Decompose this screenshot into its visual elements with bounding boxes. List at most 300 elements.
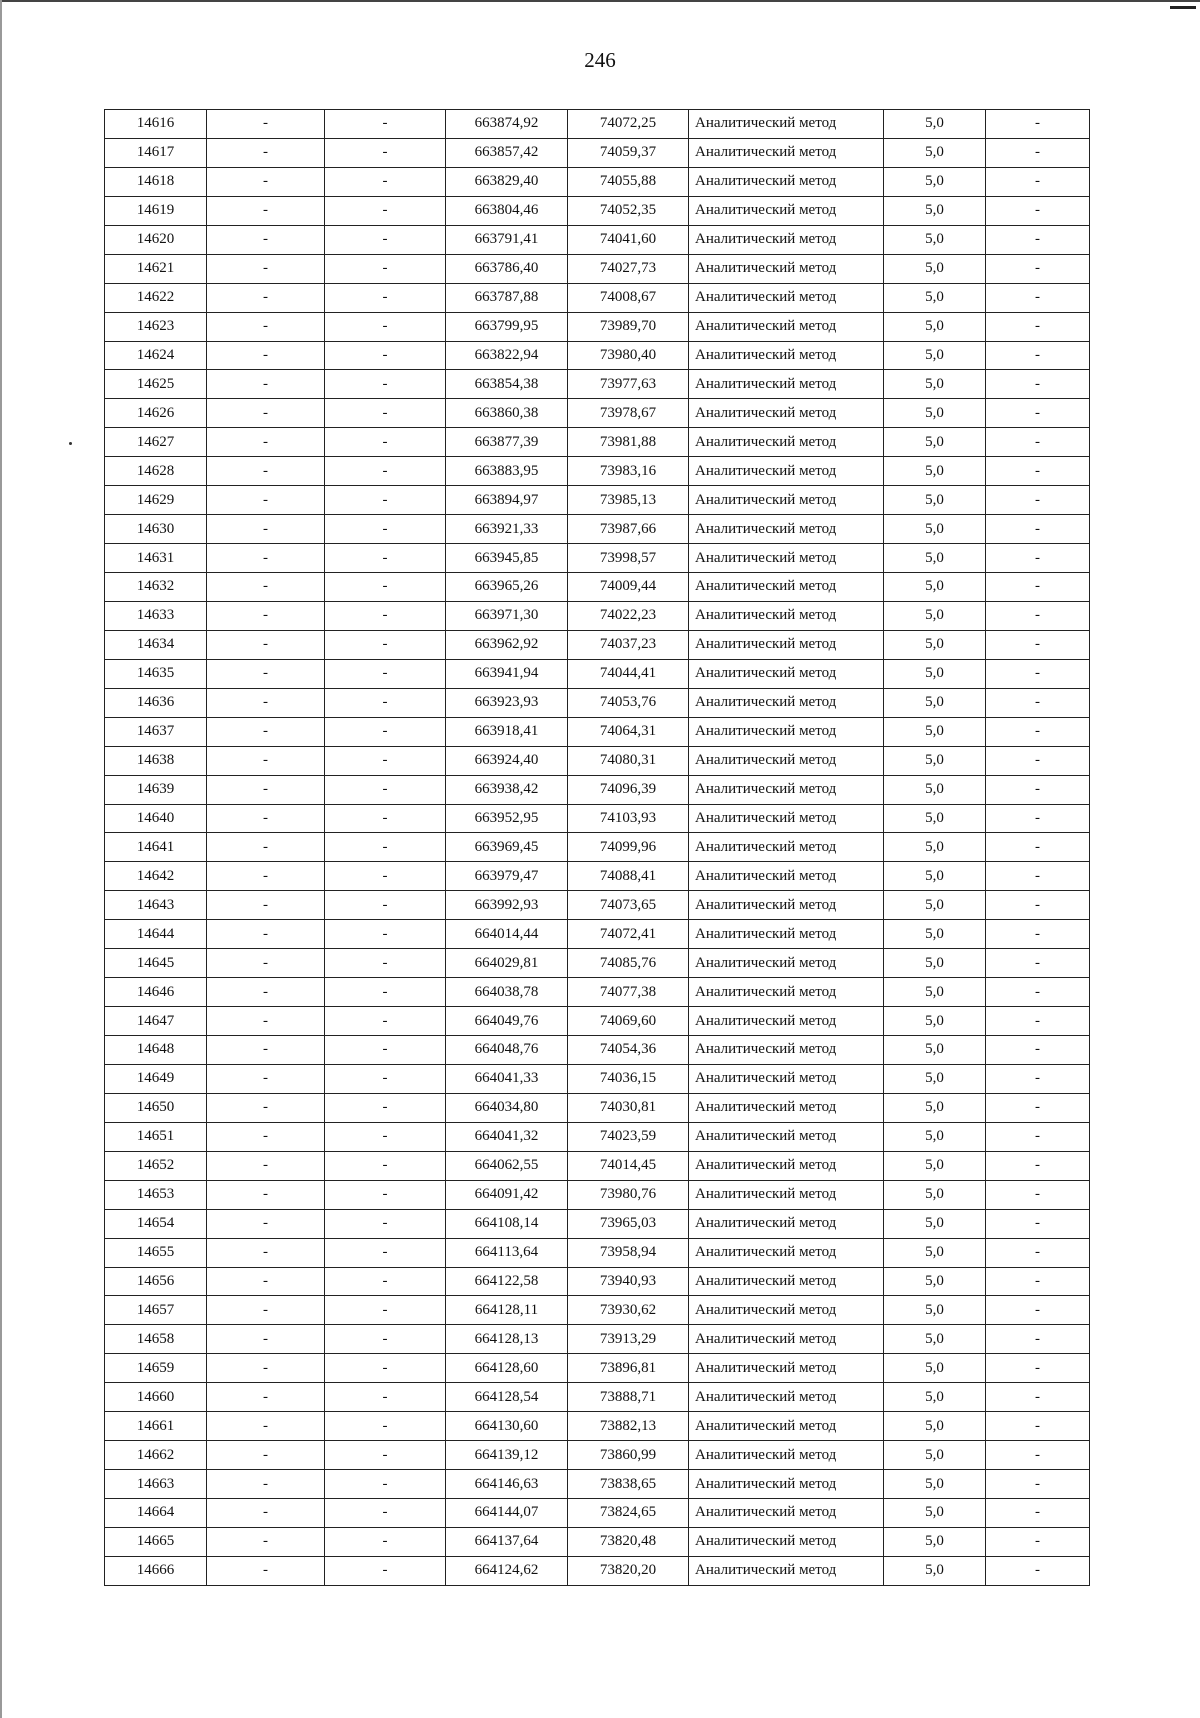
empty-cell: - bbox=[207, 399, 325, 428]
empty-cell: - bbox=[207, 283, 325, 312]
table-row bbox=[105, 1499, 1090, 1528]
x-coordinate-cell: 664048,76 bbox=[446, 1036, 568, 1065]
empty-cell: - bbox=[986, 978, 1090, 1007]
empty-cell: - bbox=[986, 1180, 1090, 1209]
empty-cell: - bbox=[207, 312, 325, 341]
accuracy-cell: 5,0 bbox=[884, 1354, 986, 1383]
x-coordinate-cell: 663992,93 bbox=[446, 891, 568, 920]
method-cell: Аналитический метод bbox=[689, 428, 884, 457]
point-number-cell: 14653 bbox=[105, 1180, 207, 1209]
method-cell: Аналитический метод bbox=[689, 341, 884, 370]
accuracy-cell: 5,0 bbox=[884, 1267, 986, 1296]
empty-cell: - bbox=[986, 1296, 1090, 1325]
empty-cell: - bbox=[986, 1383, 1090, 1412]
empty-cell: - bbox=[986, 862, 1090, 891]
x-coordinate-cell: 663883,95 bbox=[446, 457, 568, 486]
table-row bbox=[105, 399, 1090, 428]
method-cell: Аналитический метод bbox=[689, 601, 884, 630]
method-cell: Аналитический метод bbox=[689, 486, 884, 515]
y-coordinate-cell: 73985,13 bbox=[568, 486, 689, 515]
y-coordinate-cell: 74088,41 bbox=[568, 862, 689, 891]
x-coordinate-cell: 663860,38 bbox=[446, 399, 568, 428]
empty-cell: - bbox=[325, 428, 446, 457]
y-coordinate-cell: 73980,40 bbox=[568, 341, 689, 370]
x-coordinate-cell: 663923,93 bbox=[446, 688, 568, 717]
y-coordinate-cell: 74052,35 bbox=[568, 196, 689, 225]
y-coordinate-cell: 74077,38 bbox=[568, 978, 689, 1007]
empty-cell: - bbox=[325, 1412, 446, 1441]
empty-cell: - bbox=[325, 341, 446, 370]
method-cell: Аналитический метод bbox=[689, 1499, 884, 1528]
accuracy-cell: 5,0 bbox=[884, 399, 986, 428]
point-number-cell: 14648 bbox=[105, 1036, 207, 1065]
y-coordinate-cell: 74022,23 bbox=[568, 601, 689, 630]
accuracy-cell: 5,0 bbox=[884, 254, 986, 283]
empty-cell: - bbox=[986, 949, 1090, 978]
x-coordinate-cell: 663787,88 bbox=[446, 283, 568, 312]
point-number-cell: 14642 bbox=[105, 862, 207, 891]
table-row bbox=[105, 1064, 1090, 1093]
point-number-cell: 14631 bbox=[105, 544, 207, 573]
empty-cell: - bbox=[986, 630, 1090, 659]
empty-cell: - bbox=[986, 804, 1090, 833]
method-cell: Аналитический метод bbox=[689, 1064, 884, 1093]
table-row bbox=[105, 428, 1090, 457]
empty-cell: - bbox=[207, 1238, 325, 1267]
y-coordinate-cell: 73987,66 bbox=[568, 515, 689, 544]
accuracy-cell: 5,0 bbox=[884, 1527, 986, 1556]
empty-cell: - bbox=[207, 688, 325, 717]
accuracy-cell: 5,0 bbox=[884, 1093, 986, 1122]
x-coordinate-cell: 664139,12 bbox=[446, 1441, 568, 1470]
empty-cell: - bbox=[986, 138, 1090, 167]
point-number-cell: 14617 bbox=[105, 138, 207, 167]
method-cell: Аналитический метод bbox=[689, 1007, 884, 1036]
table-row bbox=[105, 1007, 1090, 1036]
empty-cell: - bbox=[986, 1267, 1090, 1296]
accuracy-cell: 5,0 bbox=[884, 515, 986, 544]
table-row bbox=[105, 862, 1090, 891]
empty-cell: - bbox=[207, 862, 325, 891]
empty-cell: - bbox=[325, 891, 446, 920]
accuracy-cell: 5,0 bbox=[884, 804, 986, 833]
x-coordinate-cell: 664144,07 bbox=[446, 1499, 568, 1528]
empty-cell: - bbox=[207, 891, 325, 920]
x-coordinate-cell: 663791,41 bbox=[446, 225, 568, 254]
x-coordinate-cell: 664029,81 bbox=[446, 949, 568, 978]
x-coordinate-cell: 664038,78 bbox=[446, 978, 568, 1007]
x-coordinate-cell: 663854,38 bbox=[446, 370, 568, 399]
empty-cell: - bbox=[207, 573, 325, 602]
empty-cell: - bbox=[325, 1064, 446, 1093]
table-row bbox=[105, 717, 1090, 746]
empty-cell: - bbox=[207, 167, 325, 196]
empty-cell: - bbox=[207, 717, 325, 746]
empty-cell: - bbox=[207, 110, 325, 139]
empty-cell: - bbox=[207, 949, 325, 978]
empty-cell: - bbox=[986, 399, 1090, 428]
empty-cell: - bbox=[207, 1354, 325, 1383]
empty-cell: - bbox=[207, 1122, 325, 1151]
point-number-cell: 14661 bbox=[105, 1412, 207, 1441]
empty-cell: - bbox=[207, 225, 325, 254]
accuracy-cell: 5,0 bbox=[884, 1238, 986, 1267]
point-number-cell: 14644 bbox=[105, 920, 207, 949]
y-coordinate-cell: 73977,63 bbox=[568, 370, 689, 399]
empty-cell: - bbox=[325, 312, 446, 341]
y-coordinate-cell: 73824,65 bbox=[568, 1499, 689, 1528]
method-cell: Аналитический метод bbox=[689, 862, 884, 891]
point-number-cell: 14658 bbox=[105, 1325, 207, 1354]
method-cell: Аналитический метод bbox=[689, 1325, 884, 1354]
point-number-cell: 14637 bbox=[105, 717, 207, 746]
empty-cell: - bbox=[207, 457, 325, 486]
empty-cell: - bbox=[325, 573, 446, 602]
empty-cell: - bbox=[325, 399, 446, 428]
accuracy-cell: 5,0 bbox=[884, 833, 986, 862]
x-coordinate-cell: 664146,63 bbox=[446, 1470, 568, 1499]
point-number-cell: 14630 bbox=[105, 515, 207, 544]
accuracy-cell: 5,0 bbox=[884, 1296, 986, 1325]
point-number-cell: 14660 bbox=[105, 1383, 207, 1412]
accuracy-cell: 5,0 bbox=[884, 573, 986, 602]
y-coordinate-cell: 73838,65 bbox=[568, 1470, 689, 1499]
empty-cell: - bbox=[207, 1296, 325, 1325]
empty-cell: - bbox=[325, 370, 446, 399]
table-row bbox=[105, 1209, 1090, 1238]
empty-cell: - bbox=[325, 1180, 446, 1209]
method-cell: Аналитический метод bbox=[689, 1470, 884, 1499]
y-coordinate-cell: 73930,62 bbox=[568, 1296, 689, 1325]
y-coordinate-cell: 74103,93 bbox=[568, 804, 689, 833]
point-number-cell: 14621 bbox=[105, 254, 207, 283]
y-coordinate-cell: 74030,81 bbox=[568, 1093, 689, 1122]
point-number-cell: 14627 bbox=[105, 428, 207, 457]
table-row bbox=[105, 949, 1090, 978]
empty-cell: - bbox=[325, 457, 446, 486]
method-cell: Аналитический метод bbox=[689, 688, 884, 717]
point-number-cell: 14616 bbox=[105, 110, 207, 139]
empty-cell: - bbox=[325, 515, 446, 544]
x-coordinate-cell: 664122,58 bbox=[446, 1267, 568, 1296]
y-coordinate-cell: 74055,88 bbox=[568, 167, 689, 196]
empty-cell: - bbox=[325, 283, 446, 312]
x-coordinate-cell: 664034,80 bbox=[446, 1093, 568, 1122]
method-cell: Аналитический метод bbox=[689, 312, 884, 341]
point-number-cell: 14664 bbox=[105, 1499, 207, 1528]
accuracy-cell: 5,0 bbox=[884, 370, 986, 399]
empty-cell: - bbox=[986, 833, 1090, 862]
empty-cell: - bbox=[207, 1093, 325, 1122]
x-coordinate-cell: 664041,33 bbox=[446, 1064, 568, 1093]
y-coordinate-cell: 73882,13 bbox=[568, 1412, 689, 1441]
empty-cell: - bbox=[207, 370, 325, 399]
empty-cell: - bbox=[325, 167, 446, 196]
method-cell: Аналитический метод bbox=[689, 1122, 884, 1151]
point-number-cell: 14652 bbox=[105, 1151, 207, 1180]
empty-cell: - bbox=[325, 1122, 446, 1151]
empty-cell: - bbox=[325, 254, 446, 283]
method-cell: Аналитический метод bbox=[689, 283, 884, 312]
point-number-cell: 14619 bbox=[105, 196, 207, 225]
page-number: 246 bbox=[584, 48, 616, 72]
empty-cell: - bbox=[325, 688, 446, 717]
y-coordinate-cell: 74014,45 bbox=[568, 1151, 689, 1180]
empty-cell: - bbox=[325, 1354, 446, 1383]
table-row bbox=[105, 138, 1090, 167]
empty-cell: - bbox=[986, 1122, 1090, 1151]
method-cell: Аналитический метод bbox=[689, 196, 884, 225]
accuracy-cell: 5,0 bbox=[884, 1499, 986, 1528]
table-row bbox=[105, 515, 1090, 544]
table-row bbox=[105, 1383, 1090, 1412]
method-cell: Аналитический метод bbox=[689, 1209, 884, 1238]
y-coordinate-cell: 74073,65 bbox=[568, 891, 689, 920]
empty-cell: - bbox=[325, 1036, 446, 1065]
empty-cell: - bbox=[986, 1064, 1090, 1093]
empty-cell: - bbox=[207, 746, 325, 775]
y-coordinate-cell: 73860,99 bbox=[568, 1441, 689, 1470]
empty-cell: - bbox=[986, 1556, 1090, 1585]
empty-cell: - bbox=[986, 1209, 1090, 1238]
empty-cell: - bbox=[325, 833, 446, 862]
table-row bbox=[105, 1036, 1090, 1065]
method-cell: Аналитический метод bbox=[689, 167, 884, 196]
accuracy-cell: 5,0 bbox=[884, 196, 986, 225]
empty-cell: - bbox=[207, 978, 325, 1007]
y-coordinate-cell: 73981,88 bbox=[568, 428, 689, 457]
point-number-cell: 14651 bbox=[105, 1122, 207, 1151]
accuracy-cell: 5,0 bbox=[884, 1325, 986, 1354]
point-number-cell: 14639 bbox=[105, 775, 207, 804]
table-row bbox=[105, 601, 1090, 630]
empty-cell: - bbox=[986, 1036, 1090, 1065]
coordinates-table bbox=[104, 109, 1090, 1586]
table-row bbox=[105, 1441, 1090, 1470]
y-coordinate-cell: 73820,48 bbox=[568, 1527, 689, 1556]
x-coordinate-cell: 664091,42 bbox=[446, 1180, 568, 1209]
method-cell: Аналитический метод bbox=[689, 254, 884, 283]
empty-cell: - bbox=[986, 920, 1090, 949]
y-coordinate-cell: 74008,67 bbox=[568, 283, 689, 312]
accuracy-cell: 5,0 bbox=[884, 1209, 986, 1238]
empty-cell: - bbox=[325, 1556, 446, 1585]
y-coordinate-cell: 73989,70 bbox=[568, 312, 689, 341]
method-cell: Аналитический метод bbox=[689, 1036, 884, 1065]
table-row bbox=[105, 920, 1090, 949]
method-cell: Аналитический метод bbox=[689, 1354, 884, 1383]
point-number-cell: 14626 bbox=[105, 399, 207, 428]
table-row bbox=[105, 775, 1090, 804]
scan-speck bbox=[69, 442, 72, 445]
table-row bbox=[105, 486, 1090, 515]
x-coordinate-cell: 663804,46 bbox=[446, 196, 568, 225]
empty-cell: - bbox=[986, 225, 1090, 254]
empty-cell: - bbox=[207, 1180, 325, 1209]
accuracy-cell: 5,0 bbox=[884, 1151, 986, 1180]
empty-cell: - bbox=[207, 1151, 325, 1180]
y-coordinate-cell: 74023,59 bbox=[568, 1122, 689, 1151]
method-cell: Аналитический метод bbox=[689, 1093, 884, 1122]
point-number-cell: 14628 bbox=[105, 457, 207, 486]
y-coordinate-cell: 73940,93 bbox=[568, 1267, 689, 1296]
x-coordinate-cell: 663874,92 bbox=[446, 110, 568, 139]
empty-cell: - bbox=[325, 1296, 446, 1325]
x-coordinate-cell: 664041,32 bbox=[446, 1122, 568, 1151]
table-row bbox=[105, 746, 1090, 775]
method-cell: Аналитический метод bbox=[689, 949, 884, 978]
x-coordinate-cell: 664128,54 bbox=[446, 1383, 568, 1412]
table-row bbox=[105, 341, 1090, 370]
method-cell: Аналитический метод bbox=[689, 775, 884, 804]
accuracy-cell: 5,0 bbox=[884, 1470, 986, 1499]
method-cell: Аналитический метод bbox=[689, 457, 884, 486]
empty-cell: - bbox=[325, 1383, 446, 1412]
accuracy-cell: 5,0 bbox=[884, 717, 986, 746]
empty-cell: - bbox=[986, 515, 1090, 544]
table-row bbox=[105, 1325, 1090, 1354]
y-coordinate-cell: 73888,71 bbox=[568, 1383, 689, 1412]
method-cell: Аналитический метод bbox=[689, 573, 884, 602]
method-cell: Аналитический метод bbox=[689, 1267, 884, 1296]
method-cell: Аналитический метод bbox=[689, 1238, 884, 1267]
empty-cell: - bbox=[325, 486, 446, 515]
point-number-cell: 14623 bbox=[105, 312, 207, 341]
table-row bbox=[105, 1267, 1090, 1296]
y-coordinate-cell: 74085,76 bbox=[568, 949, 689, 978]
empty-cell: - bbox=[325, 1151, 446, 1180]
empty-cell: - bbox=[325, 1093, 446, 1122]
table-row bbox=[105, 978, 1090, 1007]
accuracy-cell: 5,0 bbox=[884, 659, 986, 688]
method-cell: Аналитический метод bbox=[689, 717, 884, 746]
table-row bbox=[105, 1180, 1090, 1209]
x-coordinate-cell: 663938,42 bbox=[446, 775, 568, 804]
table-row bbox=[105, 688, 1090, 717]
empty-cell: - bbox=[325, 1238, 446, 1267]
empty-cell: - bbox=[207, 1325, 325, 1354]
point-number-cell: 14635 bbox=[105, 659, 207, 688]
empty-cell: - bbox=[325, 601, 446, 630]
table-row bbox=[105, 110, 1090, 139]
y-coordinate-cell: 74053,76 bbox=[568, 688, 689, 717]
x-coordinate-cell: 664128,11 bbox=[446, 1296, 568, 1325]
empty-cell: - bbox=[986, 167, 1090, 196]
empty-cell: - bbox=[325, 1499, 446, 1528]
point-number-cell: 14634 bbox=[105, 630, 207, 659]
empty-cell: - bbox=[207, 1527, 325, 1556]
empty-cell: - bbox=[986, 428, 1090, 457]
y-coordinate-cell: 73913,29 bbox=[568, 1325, 689, 1354]
table-row bbox=[105, 457, 1090, 486]
table-row bbox=[105, 659, 1090, 688]
table-row bbox=[105, 1556, 1090, 1585]
table-row bbox=[105, 1122, 1090, 1151]
empty-cell: - bbox=[207, 428, 325, 457]
point-number-cell: 14636 bbox=[105, 688, 207, 717]
y-coordinate-cell: 73980,76 bbox=[568, 1180, 689, 1209]
y-coordinate-cell: 73820,20 bbox=[568, 1556, 689, 1585]
point-number-cell: 14624 bbox=[105, 341, 207, 370]
empty-cell: - bbox=[325, 717, 446, 746]
accuracy-cell: 5,0 bbox=[884, 891, 986, 920]
y-coordinate-cell: 73896,81 bbox=[568, 1354, 689, 1383]
accuracy-cell: 5,0 bbox=[884, 486, 986, 515]
empty-cell: - bbox=[325, 1470, 446, 1499]
x-coordinate-cell: 663877,39 bbox=[446, 428, 568, 457]
y-coordinate-cell: 74027,73 bbox=[568, 254, 689, 283]
accuracy-cell: 5,0 bbox=[884, 457, 986, 486]
point-number-cell: 14622 bbox=[105, 283, 207, 312]
empty-cell: - bbox=[207, 1036, 325, 1065]
method-cell: Аналитический метод bbox=[689, 746, 884, 775]
empty-cell: - bbox=[986, 1499, 1090, 1528]
empty-cell: - bbox=[986, 746, 1090, 775]
empty-cell: - bbox=[207, 1412, 325, 1441]
empty-cell: - bbox=[986, 1354, 1090, 1383]
empty-cell: - bbox=[325, 659, 446, 688]
empty-cell: - bbox=[986, 370, 1090, 399]
table-row bbox=[105, 1238, 1090, 1267]
y-coordinate-cell: 74069,60 bbox=[568, 1007, 689, 1036]
point-number-cell: 14643 bbox=[105, 891, 207, 920]
accuracy-cell: 5,0 bbox=[884, 775, 986, 804]
point-number-cell: 14655 bbox=[105, 1238, 207, 1267]
accuracy-cell: 5,0 bbox=[884, 1036, 986, 1065]
x-coordinate-cell: 664049,76 bbox=[446, 1007, 568, 1036]
y-coordinate-cell: 74080,31 bbox=[568, 746, 689, 775]
accuracy-cell: 5,0 bbox=[884, 1556, 986, 1585]
x-coordinate-cell: 663952,95 bbox=[446, 804, 568, 833]
point-number-cell: 14620 bbox=[105, 225, 207, 254]
empty-cell: - bbox=[325, 1209, 446, 1238]
method-cell: Аналитический метод bbox=[689, 1412, 884, 1441]
x-coordinate-cell: 663965,26 bbox=[446, 573, 568, 602]
accuracy-cell: 5,0 bbox=[884, 283, 986, 312]
empty-cell: - bbox=[325, 1527, 446, 1556]
table-row bbox=[105, 1412, 1090, 1441]
accuracy-cell: 5,0 bbox=[884, 862, 986, 891]
x-coordinate-cell: 663786,40 bbox=[446, 254, 568, 283]
empty-cell: - bbox=[986, 775, 1090, 804]
empty-cell: - bbox=[986, 1093, 1090, 1122]
x-coordinate-cell: 663979,47 bbox=[446, 862, 568, 891]
point-number-cell: 14647 bbox=[105, 1007, 207, 1036]
accuracy-cell: 5,0 bbox=[884, 1007, 986, 1036]
empty-cell: - bbox=[986, 717, 1090, 746]
x-coordinate-cell: 663799,95 bbox=[446, 312, 568, 341]
method-cell: Аналитический метод bbox=[689, 138, 884, 167]
empty-cell: - bbox=[986, 1470, 1090, 1499]
point-number-cell: 14641 bbox=[105, 833, 207, 862]
accuracy-cell: 5,0 bbox=[884, 601, 986, 630]
empty-cell: - bbox=[986, 688, 1090, 717]
table-row bbox=[105, 630, 1090, 659]
point-number-cell: 14650 bbox=[105, 1093, 207, 1122]
y-coordinate-cell: 74054,36 bbox=[568, 1036, 689, 1065]
method-cell: Аналитический метод bbox=[689, 891, 884, 920]
x-coordinate-cell: 664137,64 bbox=[446, 1527, 568, 1556]
empty-cell: - bbox=[207, 1007, 325, 1036]
point-number-cell: 14640 bbox=[105, 804, 207, 833]
empty-cell: - bbox=[207, 630, 325, 659]
table-row bbox=[105, 167, 1090, 196]
scan-left-edge bbox=[0, 0, 2, 1718]
method-cell: Аналитический метод bbox=[689, 225, 884, 254]
empty-cell: - bbox=[325, 1325, 446, 1354]
empty-cell: - bbox=[207, 486, 325, 515]
y-coordinate-cell: 74044,41 bbox=[568, 659, 689, 688]
